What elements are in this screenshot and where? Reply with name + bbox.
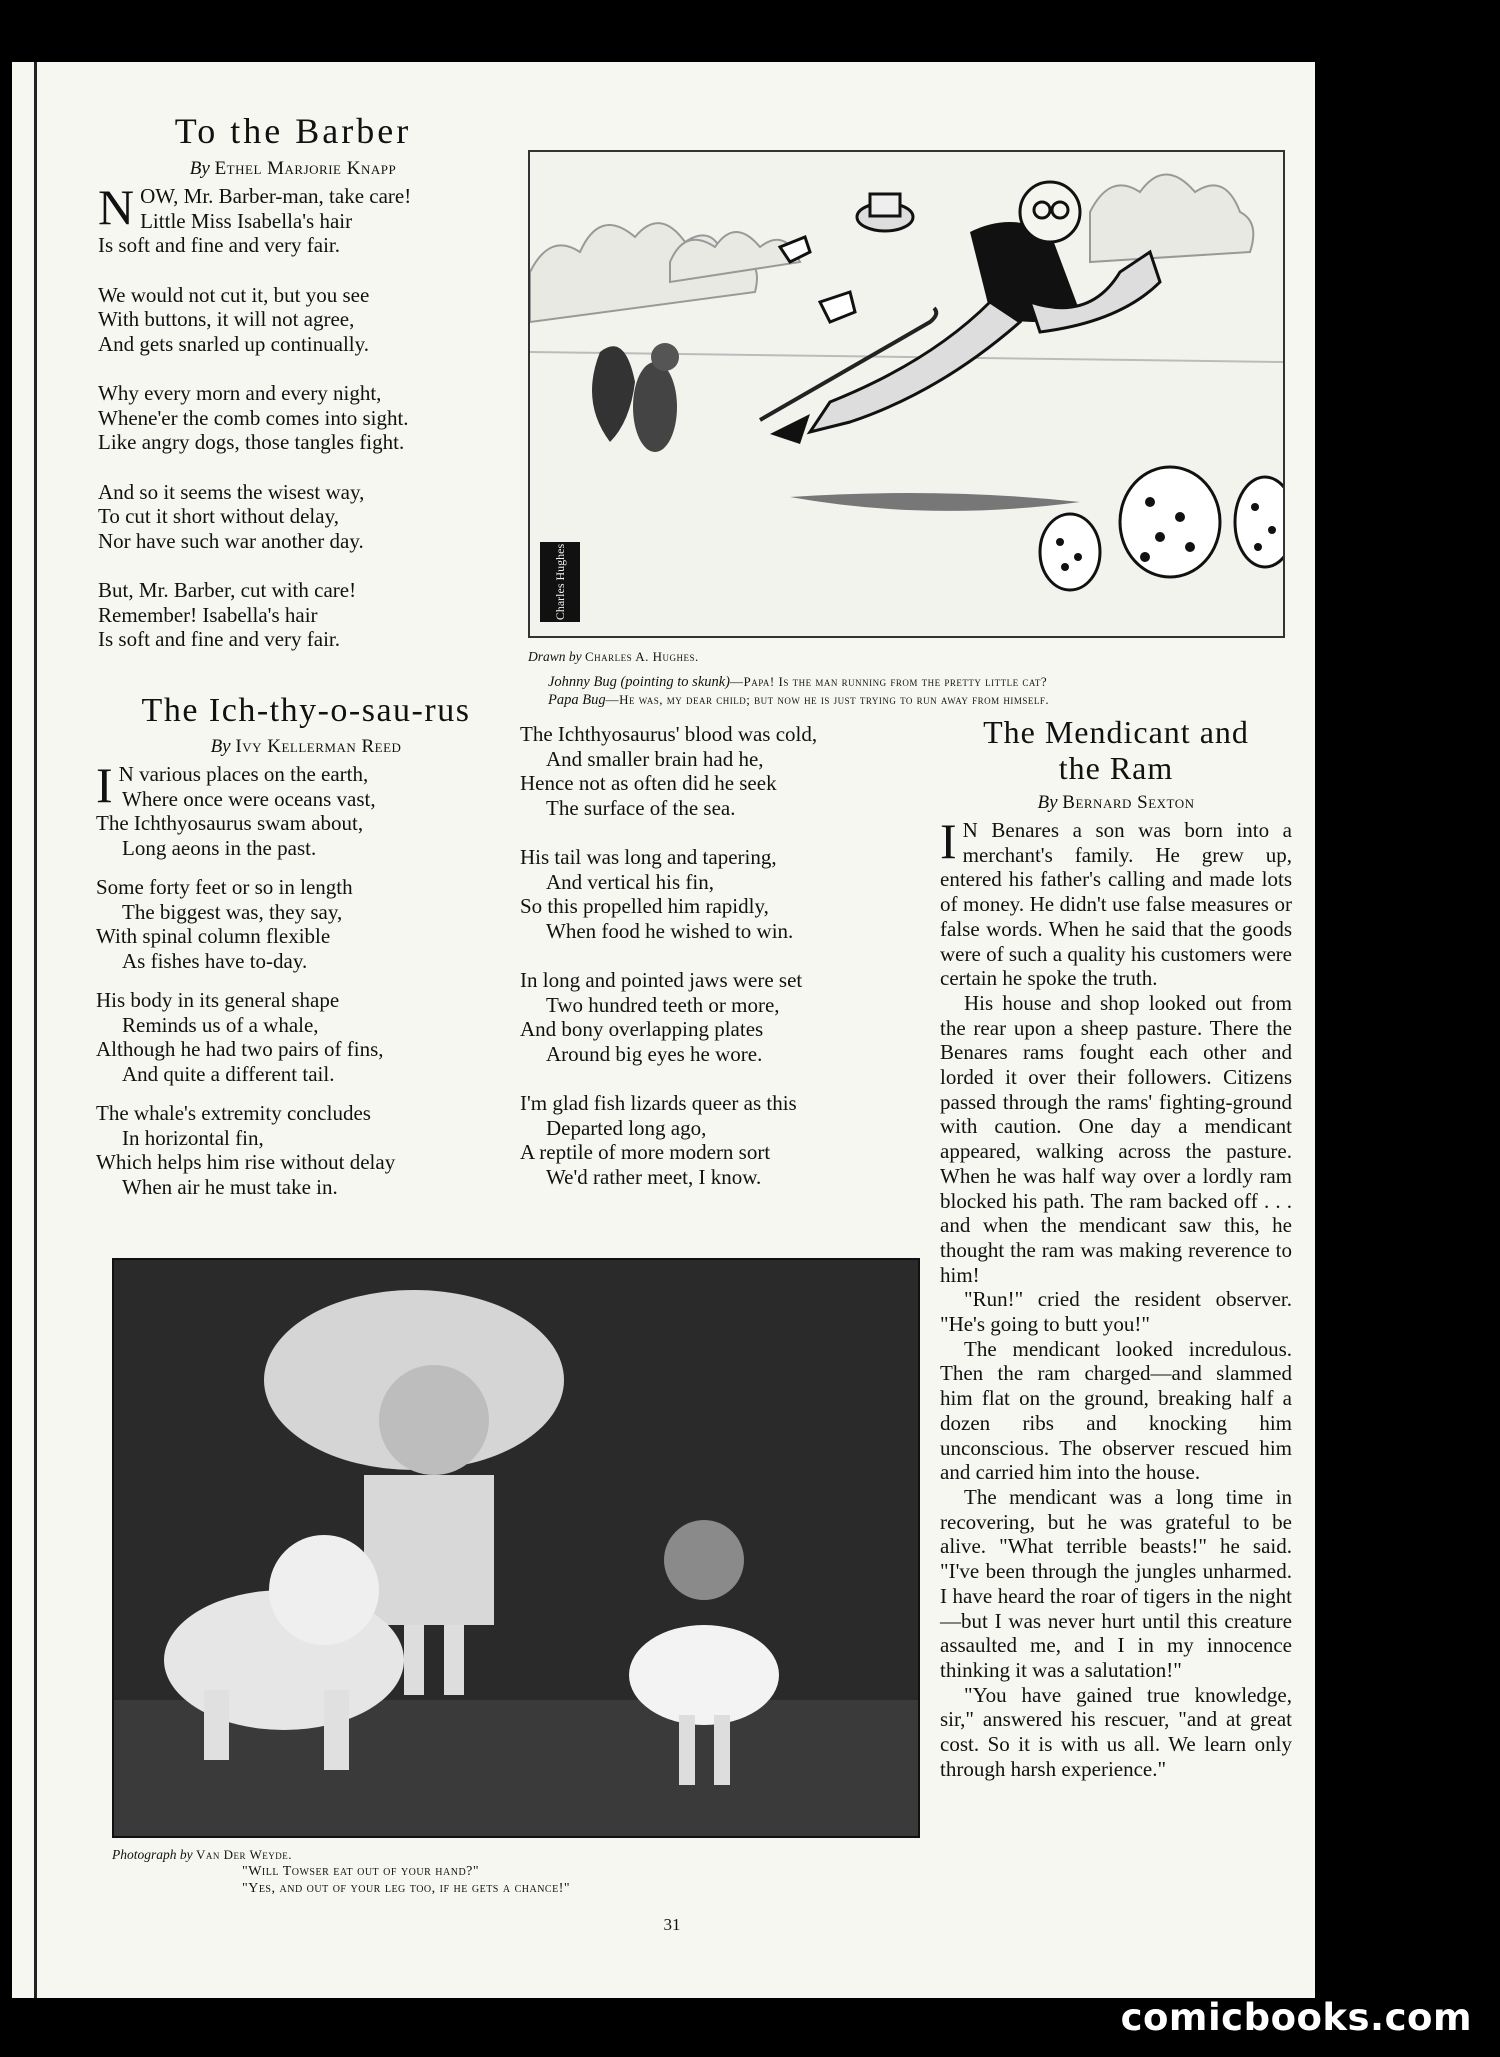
cloud-right bbox=[1090, 175, 1253, 263]
poem-column-2 bbox=[520, 722, 930, 1189]
poem-line: The biggest was, they say, bbox=[122, 899, 343, 924]
poem-line: Long aeons in the past. bbox=[122, 835, 317, 860]
story-paragraph: The mendicant was a long time in recovering, but he was grateful to be alive. "What terrible beasts!" he said. "I've been through the jungles unharmed. I have heard the roar of tigers in the night—but I was never hurt until this creature assaulted me, and I in my innocence thinking it was a salutation!" bbox=[940, 1484, 1292, 1682]
poem-line: To cut it short without delay, bbox=[98, 504, 339, 528]
stanza bbox=[520, 845, 930, 943]
poem-title: To the Barber bbox=[174, 111, 412, 151]
drop-cap: I bbox=[940, 813, 957, 869]
poem-line: The surface of the sea. bbox=[546, 795, 736, 820]
byline bbox=[940, 792, 1292, 814]
photo-figure bbox=[112, 1258, 920, 1897]
stanza bbox=[98, 480, 488, 554]
cartoon-credit bbox=[528, 648, 1285, 665]
cartoon-illustration bbox=[528, 150, 1285, 638]
poem-line: We'd rather meet, I know. bbox=[546, 1164, 762, 1189]
poem-line: Whene'er the comb comes into sight. bbox=[98, 405, 409, 430]
byline-prefix: By bbox=[1037, 792, 1058, 813]
poem-body bbox=[98, 179, 488, 652]
drop-cap: I bbox=[96, 757, 113, 813]
poem-line: As fishes have to-day. bbox=[122, 948, 308, 973]
poem-line: I'm glad fish lizards queer as this bbox=[520, 1091, 797, 1115]
poem-line: Which helps him rise without delay bbox=[96, 1150, 396, 1174]
credit-name: Charles A. Hughes. bbox=[585, 649, 699, 664]
poem-line: And bony overlapping plates bbox=[520, 1017, 764, 1041]
stanza bbox=[96, 1101, 516, 1199]
title-line-1: The Mendicant and bbox=[983, 714, 1249, 750]
stanza bbox=[96, 988, 516, 1086]
small-doll bbox=[664, 1520, 744, 1600]
poem-line: And vertical his fin, bbox=[546, 869, 714, 894]
page-number: 31 bbox=[663, 1915, 681, 1934]
bug-family bbox=[1040, 467, 1283, 590]
caption-text-1: —Papa! Is the man running from the pretty little cat? bbox=[730, 674, 1048, 689]
author-name: Ivy Kellerman Reed bbox=[235, 736, 402, 757]
poem-line: Hence not as often did he seek bbox=[520, 771, 777, 795]
photo-caption-1: "Will Towser eat out of your hand?" bbox=[242, 1864, 480, 1879]
poem-ichthyosaurus bbox=[96, 692, 516, 1214]
cartoon-figure bbox=[528, 150, 1285, 709]
stanza bbox=[98, 283, 488, 357]
poem-line: The Ichthyosaurus' blood was cold, bbox=[520, 722, 818, 746]
title-line-2: the Ram bbox=[1058, 750, 1174, 786]
speaker-papa: Papa Bug bbox=[548, 692, 606, 708]
stanza bbox=[98, 381, 488, 455]
poem-line: Remember! Isabella's hair bbox=[98, 602, 318, 627]
poem-line: Is soft and fine and very fair. bbox=[98, 233, 341, 257]
caption-text-2: —He was, my dear child; but now he is just trying to run away from himself. bbox=[605, 692, 1050, 707]
poem-line: But, Mr. Barber, cut with care! bbox=[98, 578, 357, 602]
poem-line: Reminds us of a whale, bbox=[122, 1012, 319, 1037]
author-name: Bernard Sexton bbox=[1062, 792, 1195, 813]
poem-line: The whale's extremity concludes bbox=[96, 1101, 371, 1125]
facing-page-edge bbox=[12, 62, 37, 1998]
poem-line: With spinal column flexible bbox=[96, 924, 331, 948]
stanza bbox=[98, 179, 488, 258]
credit-prefix: Drawn by bbox=[528, 649, 582, 664]
poem-line: Nor have such war another day. bbox=[98, 528, 364, 553]
poem-line: Is soft and fine and very fair. bbox=[98, 627, 341, 651]
poem-line: So this propelled him rapidly, bbox=[520, 894, 769, 918]
stanza bbox=[96, 757, 516, 860]
story-paragraph: His house and shop looked out from the rear upon a sheep pasture. There the Benares rams fought each other and lorded it over their followers. Citizens passed through the rams' fighting-ground with caution. One day a mendicant appeared, walking across the pasture. When he was half way over a lordly ram blocked his path. The ram backed off . . . and when the mendicant saw this, he thought the ram was making reverence to him! bbox=[940, 990, 1292, 1287]
doll-photo-scene bbox=[114, 1260, 918, 1836]
poem-line: Around big eyes he wore. bbox=[546, 1041, 763, 1066]
byline bbox=[96, 736, 516, 758]
story-paragraph: I N Benares a son was born into a merchant's family. He grew up, entered his father's calling and made lots of money. He didn't use false measures or false words. When he said that the goods were of such a quality his customers were certain he spoke the truth. bbox=[940, 813, 1292, 991]
credit-name: Van Der Weyde. bbox=[196, 1847, 293, 1862]
poem-line: Although he had two pairs of fins, bbox=[96, 1037, 384, 1061]
poem-line: Like angry dogs, those tangles fight. bbox=[98, 430, 405, 454]
poem-line: A reptile of more modern sort bbox=[520, 1140, 771, 1164]
photo-caption-2: "Yes, and out of your leg too, if he gets a chance!" bbox=[242, 1881, 571, 1896]
poem-line: His body in its general shape bbox=[96, 988, 340, 1012]
poem-line: We would not cut it, but you see bbox=[98, 282, 370, 307]
story-mendicant-and-ram bbox=[940, 714, 1292, 1781]
poem-line: When food he wished to win. bbox=[546, 918, 794, 943]
story-paragraph: "Run!" cried the resident observer. "He's going to butt you!" bbox=[940, 1287, 1292, 1337]
poem-line: Some forty feet or so in length bbox=[96, 875, 353, 899]
byline-prefix: By bbox=[189, 158, 210, 179]
watermark: comicbooks.com bbox=[1120, 1996, 1472, 2039]
poem-line: With buttons, it will not agree, bbox=[98, 307, 355, 331]
poem-line: His tail was long and tapering, bbox=[520, 845, 777, 869]
poem-line: And quite a different tail. bbox=[122, 1061, 335, 1086]
cartoon-drawing bbox=[530, 152, 1283, 636]
signature-text: Charles Hughes bbox=[553, 543, 567, 621]
poem-line: I N various places on the earth, bbox=[96, 757, 369, 813]
squirrel-tail bbox=[592, 346, 635, 442]
stanza bbox=[98, 578, 488, 652]
doll-photograph bbox=[112, 1258, 920, 1838]
cartoon-caption-2 bbox=[528, 691, 1285, 709]
poem-line: Two hundred teeth or more, bbox=[546, 992, 780, 1017]
poem-to-the-barber bbox=[98, 110, 488, 677]
stanza bbox=[96, 875, 516, 973]
magazine-page bbox=[12, 62, 1315, 1998]
drop-cap: N bbox=[98, 179, 135, 235]
stanza bbox=[520, 1091, 930, 1189]
speaker-johnny: Johnny Bug (pointing to skunk) bbox=[548, 674, 731, 690]
byline bbox=[98, 158, 488, 180]
poem-line: And so it seems the wisest way, bbox=[98, 479, 365, 504]
poem-ichthyosaurus-continued bbox=[520, 722, 930, 1214]
stanza bbox=[520, 968, 930, 1066]
cartoon-caption-1 bbox=[528, 673, 1285, 691]
poem-line: In long and pointed jaws were set bbox=[520, 968, 803, 992]
story-paragraph: "You have gained true knowledge, sir," answered his rescuer, "and at great cost. So it is with us all. We learn only through harsh experience." bbox=[940, 1682, 1292, 1781]
poem-line: Departed long ago, bbox=[546, 1115, 707, 1140]
poem-line: Little Miss Isabella's hair bbox=[140, 208, 353, 233]
poem-line: The Ichthyosaurus swam about, bbox=[96, 811, 364, 835]
story-title bbox=[940, 714, 1292, 786]
poem-line: Where once were oceans vast, bbox=[122, 786, 376, 811]
poem-column-1 bbox=[96, 757, 516, 1199]
stanza bbox=[520, 722, 930, 820]
poem-line: Why every morn and every night, bbox=[98, 381, 382, 405]
byline-prefix: By bbox=[210, 736, 231, 757]
poem-line: And smaller brain had he, bbox=[546, 746, 764, 771]
credit-prefix: Photograph by bbox=[112, 1847, 193, 1862]
photo-credit bbox=[112, 1846, 920, 1863]
poem-line: When air he must take in. bbox=[122, 1174, 338, 1199]
poem-line: In horizontal fin, bbox=[122, 1125, 264, 1150]
poem-line: NOW, Mr. Barber-man, take care! bbox=[98, 179, 412, 235]
story-paragraph: The mendicant looked incredulous. Then the ram charged—and slammed him flat on the ground, breaking half a dozen ribs and knocking him unconscious. The observer rescued him and carried him into the house. bbox=[940, 1336, 1292, 1485]
poem-line: And gets snarled up continually. bbox=[98, 331, 370, 356]
poem-title: The Ich-thy-o-sau-rus bbox=[141, 692, 471, 729]
story-body bbox=[940, 813, 1292, 1781]
author-name: Ethel Marjorie Knapp bbox=[214, 158, 397, 179]
